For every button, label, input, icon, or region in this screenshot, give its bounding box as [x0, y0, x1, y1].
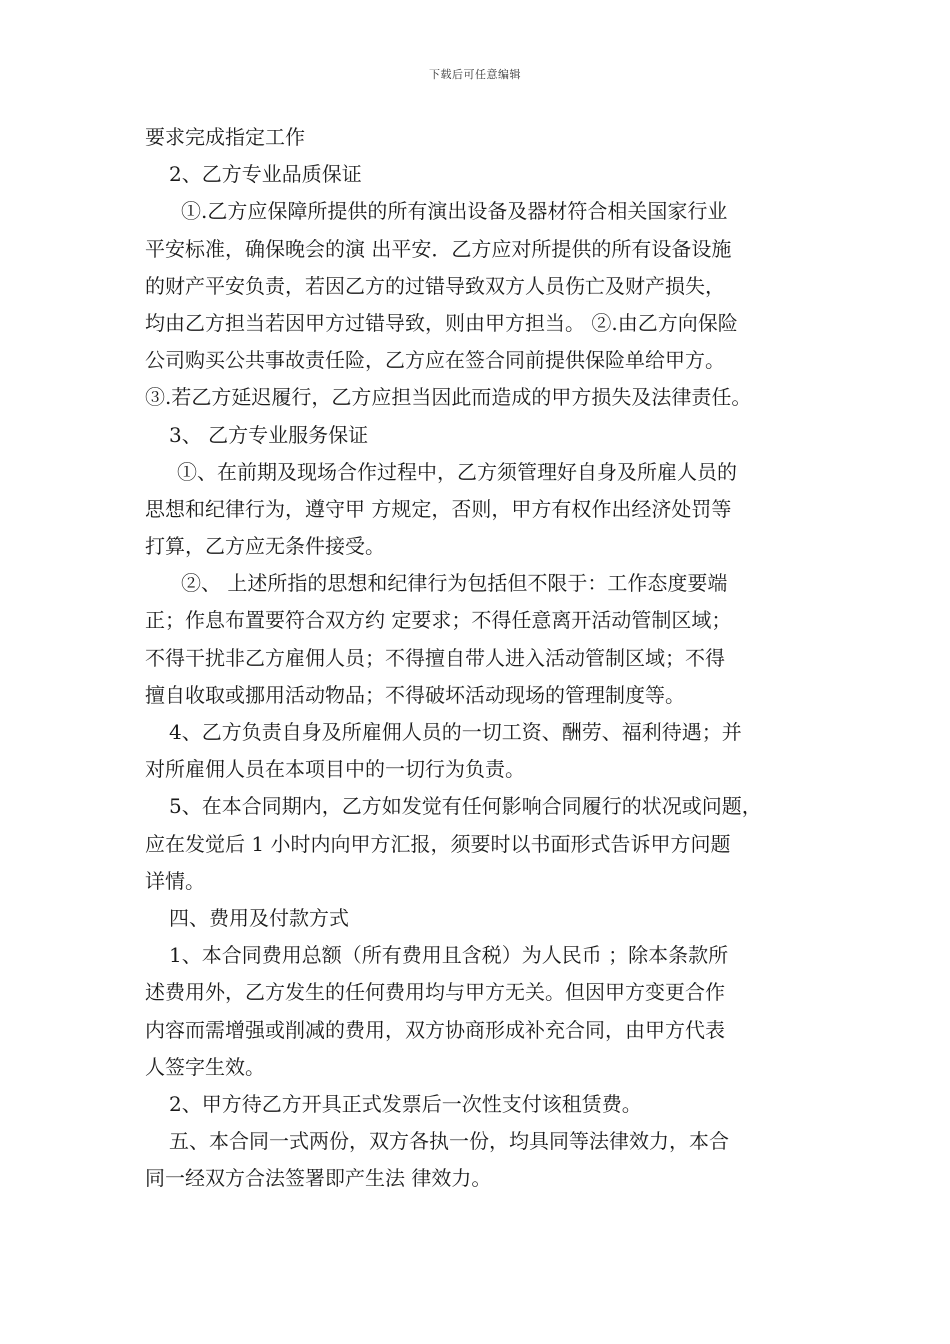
text-line-12: 打算，乙方应无条件接受。 [145, 534, 385, 559]
text-line-15: 不得干扰非乙方雇佣人员；不得擅自带人进入活动管制区域；不得 [145, 645, 725, 670]
text-line-14: 正；作息布置要符合双方约 定要求；不得任意离开活动管制区域； [145, 608, 732, 633]
text-line-8: ③.若乙方延迟履行，乙方应担当因此而造成的甲方损失及法律责任。 [145, 385, 752, 410]
text-line-1: 要求完成指定工作 [145, 125, 305, 149]
text-line-23: 1、本合同费用总额（所有费用且含税）为人民币 ；除本条款所 [169, 943, 729, 968]
text-line-29: 同一经双方合法签署即产生法 律效力。 [145, 1166, 492, 1191]
text-line-17: 4、乙方负责自身及所雇佣人员的一切工资、酬劳、福利待遇；并 [169, 720, 742, 744]
text-line-9: 3、 乙方专业服务保证 [169, 422, 369, 447]
text-line-3: ①.乙方应保障所提供的所有演出设备及器材符合相关国家行业 [181, 199, 728, 224]
document-body [145, 119, 813, 1197]
text-line-26: 人签字生效。 [145, 1054, 265, 1079]
text-line-2: 2、乙方专业品质保证 [169, 162, 362, 187]
page-header-note: 下载后可任意编辑 [429, 68, 521, 81]
text-line-22: 四、费用及付款方式 [169, 905, 349, 930]
text-line-13: ②、 上述所指的思想和纪律行为包括但不限于：工作态度要端 [181, 571, 728, 596]
text-line-6: 均由乙方担当若因甲方过错导致，则由甲方担当。 ②.由乙方向保险 [145, 310, 738, 335]
text-line-21: 详情。 [145, 868, 205, 893]
text-line-28: 五、本合同一式两份，双方各执一份，均具同等法律效力，本合 [169, 1129, 729, 1154]
text-line-20: 应在发觉后 1 小时内向甲方汇报，须要时以书面形式告诉甲方问题 [145, 831, 731, 856]
text-line-5: 的财产平安负责，若因乙方的过错导致双方人员伤亡及财产损失， [145, 273, 725, 298]
text-line-16: 擅自收取或挪用活动物品；不得破坏活动现场的管理制度等。 [145, 682, 685, 707]
text-line-19: 5、在本合同期内，乙方如发觉有任何影响合同履行的状况或问题， [169, 794, 762, 819]
text-line-10: ①、在前期及现场合作过程中，乙方须管理好自身及所雇人员的 [177, 459, 737, 484]
text-line-24: 述费用外，乙方发生的任何费用均与甲方无关。但因甲方变更合作 [145, 980, 725, 1005]
text-line-27: 2、甲方待乙方开具正式发票后一次性支付该租赁费。 [169, 1091, 642, 1116]
text-line-25: 内容而需增强或削减的费用，双方协商形成补充合同，由甲方代表 [145, 1017, 725, 1042]
text-line-18: 对所雇佣人员在本项目中的一切行为负责。 [145, 757, 525, 782]
text-line-4: 平安标准，确保晚会的演 出平安．乙方应对所提供的所有设备设施 [145, 236, 732, 261]
text-line-11: 思想和纪律行为，遵守甲 方规定，否则，甲方有权作出经济处罚等 [145, 496, 732, 521]
text-line-7: 公司购买公共事故责任险，乙方应在签合同前提供保险单给甲方。 [145, 348, 725, 373]
